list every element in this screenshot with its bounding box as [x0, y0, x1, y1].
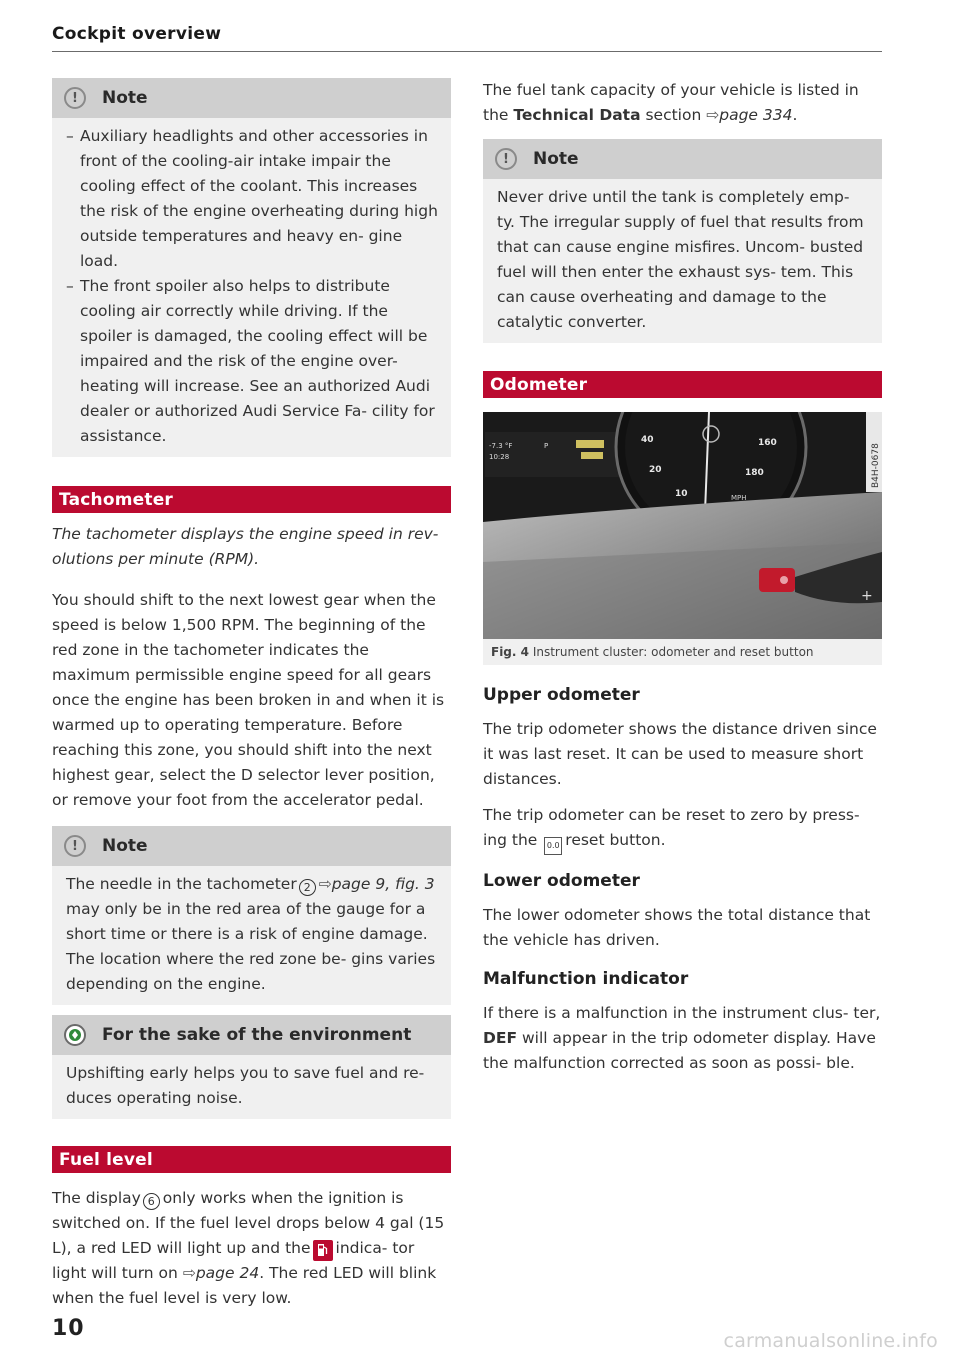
watermark: carmanualsonline.info: [723, 1330, 938, 1352]
instrument-cluster-illustration: [483, 412, 882, 639]
gear-readout: P: [544, 442, 549, 450]
environment-box: [52, 1015, 451, 1119]
upper-odometer-text: The trip odometer shows the distance driven since it was last reset. It can be used to measure short distances.: [483, 720, 877, 788]
warning-icon: !: [64, 835, 86, 857]
environment-header: [52, 1015, 451, 1055]
note-list: [66, 124, 441, 449]
speed-label: 20: [649, 465, 662, 475]
figure-caption: Fig. 4 Instrument cluster: odometer and reset button: [483, 639, 882, 665]
note-title: Note: [533, 149, 579, 169]
environment-title: For the sake of the environment: [102, 1025, 412, 1045]
note-header: [52, 78, 451, 118]
note-text: The needle in the tachometer 2 ⇨page 9, fig. 3 may only be in the red area of the gauge for a short time or there is a risk of engine damage. The location where the red zone be- gins varies depending on the engine.: [66, 875, 436, 993]
subheading-upper-odometer: Upper odometer: [483, 685, 640, 705]
section-heading-odometer: Odometer: [483, 371, 882, 398]
page-number: 10: [52, 1316, 85, 1341]
section-heading-tachometer: Tachometer: [52, 486, 451, 513]
warning-icon: !: [495, 148, 517, 170]
environment-leaf-icon: [64, 1024, 86, 1046]
speed-label: 40: [641, 435, 654, 445]
tachometer-body: You should shift to the next lowest gear when the speed is below 1,500 RPM. The beginning of the red zone in the tachometer indicates the maximum permissible engine speed for all gears once the engine has been broken in and when it is warmed up to operating temperature. Before reaching this zone, you should shift into the next highest gear, select the D selector lever position, or remove your foot from the accelerator pedal.: [52, 591, 445, 809]
callout-6: 6: [143, 1193, 160, 1210]
subheading-lower-odometer: Lower odometer: [483, 870, 640, 891]
svg-text:+: +: [861, 588, 873, 604]
note-title: Note: [102, 836, 148, 856]
page-header-title: Cockpit overview: [52, 24, 222, 44]
note-box-fuel: [483, 139, 882, 343]
reference-arrow-icon: ⇨: [318, 875, 332, 893]
note-header: [483, 139, 882, 179]
time-readout: 10:28: [489, 453, 510, 461]
unit-label: MPH: [731, 494, 747, 502]
reset-odometer-icon: 0.0: [544, 837, 562, 855]
warning-icon: !: [64, 87, 86, 109]
note-box-tachometer: [52, 826, 451, 1005]
reference-arrow-icon: ⇨: [182, 1264, 196, 1282]
note-header: [52, 826, 451, 866]
rpm-label: 160: [758, 438, 777, 448]
note-text: Never drive until the tank is completely emp- ty. The irregular supply of fuel that results from that can cause engine misfires. Uncom- busted fuel will then enter the exhaust sys- tem. This can cause overheating and damage to the catalytic converter.: [497, 188, 864, 331]
page-reference[interactable]: page 9, fig. 3: [331, 875, 435, 893]
figure-code: B4H-0678: [871, 443, 881, 488]
note-item: – The front spoiler also helps to distribute cooling air correctly while driving. If the spoiler is damaged, the cooling effect will be impaired and the risk of the engine over- heating will increase. See an authorized Audi dealer or authorized Audi Service Fa- cility for assistance.: [66, 274, 441, 449]
subheading-malfunction-indicator: Malfunction indicator: [483, 968, 689, 989]
left-column: [52, 78, 451, 1311]
note-box-cooling: [52, 78, 451, 457]
page-reference[interactable]: page 334: [719, 106, 793, 124]
note-title: Note: [102, 88, 148, 108]
malfunction-text: If there is a malfunction in the instrument clus- ter, DEF will appear in the trip odometer display. Have the malfunction corrected as soon as possi- ble.: [483, 1003, 881, 1072]
page-reference[interactable]: page 24: [195, 1264, 260, 1282]
rpm-label: 180: [745, 468, 764, 478]
reset-button-illustration: [759, 568, 795, 592]
note-item: – Auxiliary headlights and other accessories in front of the cooling-air intake impair the cooling effect of the coolant. This increases the risk of the engine overheating during high outside temperatures and heavy en- gine load.: [66, 124, 441, 274]
temp-readout: -7.3 °F: [489, 442, 513, 450]
reset-instructions: The trip odometer can be reset to zero by press- ing the 0.0 reset button.: [483, 803, 882, 855]
callout-2: 2: [299, 879, 316, 896]
reference-arrow-icon: ⇨: [706, 106, 720, 124]
fuel-capacity-text: The fuel tank capacity of your vehicle is listed in the Technical Data section ⇨page 334.: [483, 81, 859, 124]
header-divider: [52, 51, 882, 52]
right-column: [483, 78, 882, 1076]
tachometer-lead: The tachometer displays the engine speed in rev- olutions per minute (RPM).: [52, 525, 439, 568]
section-heading-fuel-level: Fuel level: [52, 1146, 451, 1173]
fuel-level-text: The display 6 only works when the ignition is switched on. If the fuel level drops below 4 gal (15 L), a red LED will light up and the indica- tor light will turn on ⇨page 24. The red LED will blink when the fuel level is very low.: [52, 1189, 445, 1307]
speed-label: 10: [675, 489, 688, 499]
fuel-pump-icon: [313, 1240, 333, 1261]
environment-text: Upshifting early helps you to save fuel and re- duces operating noise.: [66, 1064, 425, 1107]
figure-instrument-cluster: [483, 412, 882, 665]
lower-odometer-text: The lower odometer shows the total distance that the vehicle has driven.: [483, 905, 871, 949]
